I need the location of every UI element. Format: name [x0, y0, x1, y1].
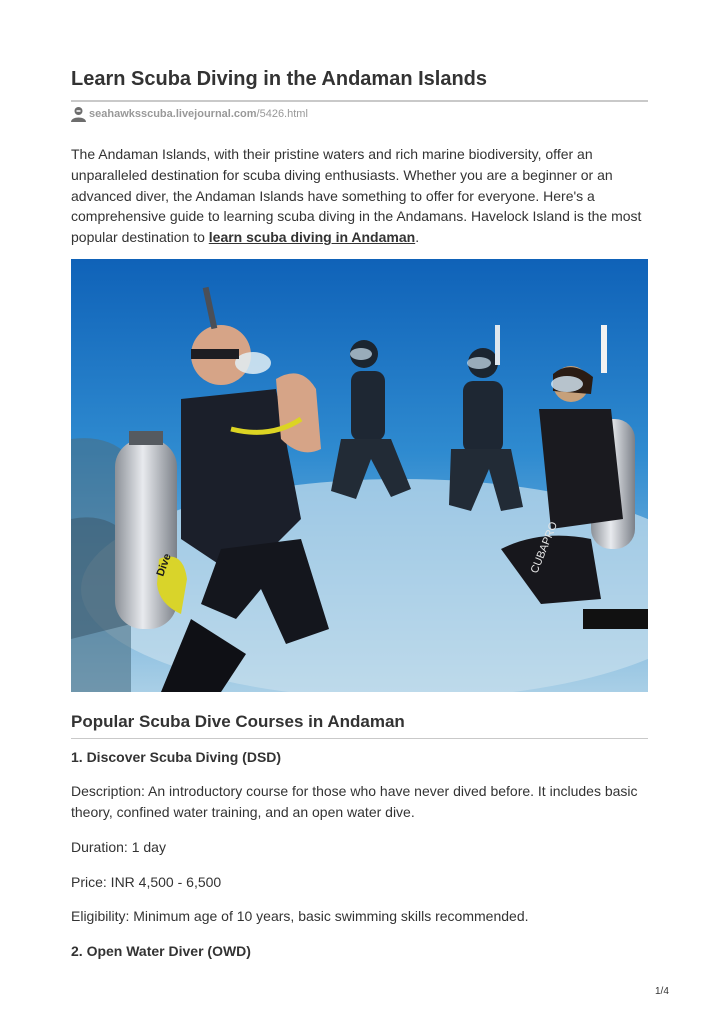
section-heading: Popular Scuba Dive Courses in Andaman — [71, 712, 405, 731]
source-path: /5426.html — [256, 108, 308, 120]
intro-end: . — [415, 229, 420, 246]
intro-paragraph — [71, 144, 648, 248]
course-description: Description: An introductory course for those who have never dived before. It includes basic theory, confined water training, and an open water dive. — [71, 783, 638, 820]
page-title: Learn Scuba Diving in the Andaman Islands — [71, 68, 488, 90]
user-icon — [71, 106, 86, 122]
divers-photo — [71, 259, 648, 692]
page-number: 1/4 — [655, 986, 669, 997]
intro-text: The Andaman Islands, with their pristine waters and rich marine biodiversity, offer an unparalleled destination for scuba diving enthusiasts. Whether you are a beginner or an advanced diver, the Andaman Islands have something to offer for everyone. Here's a comprehensive guide to learning scuba diving in the Andamans. Havelock Island is the most popular destination to — [71, 146, 642, 246]
fin-text: CUBAPRO — [528, 520, 561, 576]
course-duration: Duration: 1 day — [71, 839, 166, 855]
course-eligibility: Eligibility: Minimum age of 10 years, basic swimming skills recommended. — [71, 908, 529, 924]
source-line — [71, 105, 308, 123]
course-price: Price: INR 4,500 - 6,500 — [71, 874, 222, 890]
title-divider — [71, 100, 648, 102]
section-divider — [71, 738, 648, 739]
learn-scuba-link[interactable]: learn scuba diving in Andaman — [208, 229, 416, 246]
source-domain-link[interactable]: seahawksscuba.livejournal.com — [89, 108, 257, 120]
course-heading-dsd: 1. Discover Scuba Diving (DSD) — [71, 749, 282, 765]
course-heading-owd: 2. Open Water Diver (OWD) — [71, 943, 251, 959]
tank-label: Dive — [154, 552, 174, 579]
